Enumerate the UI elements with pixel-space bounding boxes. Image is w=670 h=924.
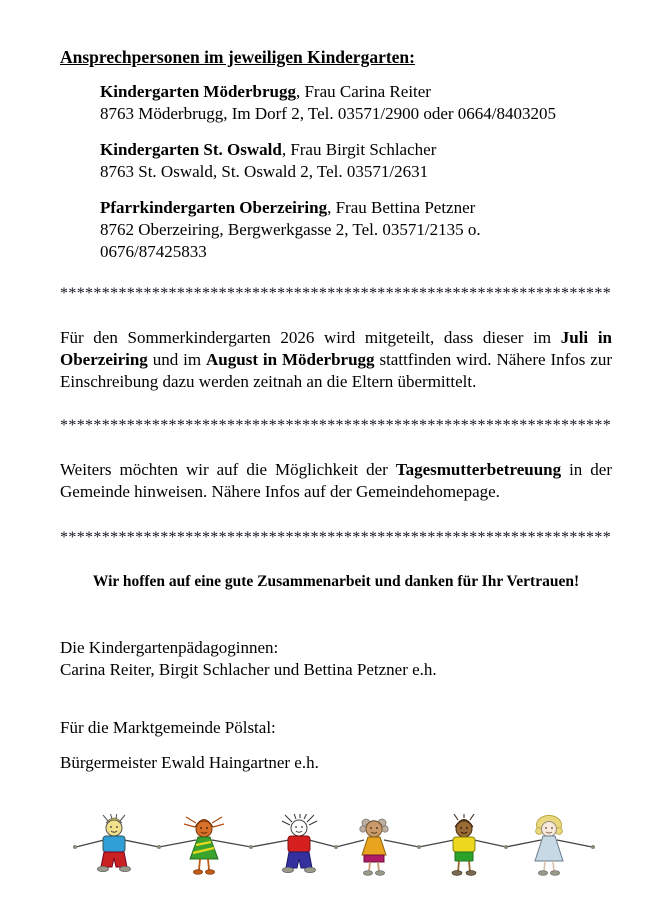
asterisk-divider: ******************************************************************: [60, 285, 612, 302]
contact-address-line2: 0676/87425833: [100, 242, 207, 261]
contact-person: , Frau Carina Reiter: [295, 82, 431, 101]
contact-moederbrugg: [100, 81, 612, 125]
asterisk-divider: ******************************************************************: [60, 417, 612, 434]
paragraph-bold-text: Juli in Oberzeiring: [60, 328, 612, 369]
contact-st-oswald: [100, 139, 612, 183]
child-spiky-hair-boy: [282, 814, 317, 873]
paedagoginnen-names: Carina Reiter, Birgit Schlacher und Bettina Petzner e.h.: [60, 660, 437, 679]
contact-name-line: [100, 81, 612, 103]
children-illustration-svg: [54, 814, 616, 889]
contact-person: , Frau Birgit Schlacher: [281, 140, 437, 159]
kindergarten-name: Pfarrkindergarten Oberzeiring: [100, 198, 328, 217]
child-yellow-shirt-boy: [452, 814, 476, 875]
kindergarten-name: Kindergarten Möderbrugg: [100, 82, 296, 101]
contact-address: 8762 Oberzeiring, Bergwerkgasse 2, Tel. 03571/2135 o.: [100, 220, 481, 239]
paragraph-text: stattfinden wird. Nähere Infos zur Einschreibung dazu werden zeitnah an die Eltern übermittelt.: [60, 350, 613, 391]
paragraph-text: und im: [147, 350, 207, 369]
page-title: Ansprechpersonen im jeweiligen Kindergarten:: [60, 47, 415, 67]
paragraph-bold-text: August in Möderbrugg: [206, 350, 375, 369]
paragraph-bold-text: Tagesmutterbetreuung: [395, 460, 562, 479]
tagesmutter-paragraph: [60, 459, 612, 503]
contact-person: , Frau Bettina Petzner: [327, 198, 476, 217]
child-orange-hair-girl: [184, 817, 224, 874]
arms-lines: [76, 840, 592, 847]
contact-address: 8763 Möderbrugg, Im Dorf 2, Tel. 03571/2900 oder 0664/8403205: [100, 104, 557, 123]
gemeinde-label: Für die Marktgemeinde Pölstal:: [60, 718, 276, 737]
contact-address: 8763 St. Oswald, St. Oswald 2, Tel. 03571/2631: [100, 162, 429, 181]
child-blond-boy: [98, 814, 131, 872]
contact-name-line: [100, 197, 612, 219]
asterisk-divider: ******************************************************************: [60, 529, 612, 546]
kindergarten-name: Kindergarten St. Oswald: [100, 140, 282, 159]
paragraph-text: Für den Sommerkindergarten 2026 wird mitgeteilt, dass dieser im: [60, 328, 561, 347]
buergermeister-signature: Bürgermeister Ewald Haingartner e.h.: [60, 753, 319, 772]
summer-kindergarten-paragraph: [60, 327, 612, 393]
contact-name-line: [100, 139, 612, 161]
closing-statement: Wir hoffen auf eine gute Zusammenarbeit und danken für Ihr Vertrauen!: [92, 573, 580, 590]
children-holding-hands-illustration: [54, 814, 616, 889]
paragraph-text: Weiters möchten wir auf die Möglichkeit der: [60, 460, 396, 479]
contact-oberzeiring: [100, 197, 612, 263]
child-blonde-girl: [535, 816, 563, 876]
child-orange-top-girl: [360, 819, 388, 875]
paedagoginnen-label: Die Kindergartenpädagoginnen:: [60, 638, 279, 657]
paragraph-text: in der Gemeinde hinweisen. Nähere Infos auf der Gemeindehomepage.: [60, 460, 612, 501]
